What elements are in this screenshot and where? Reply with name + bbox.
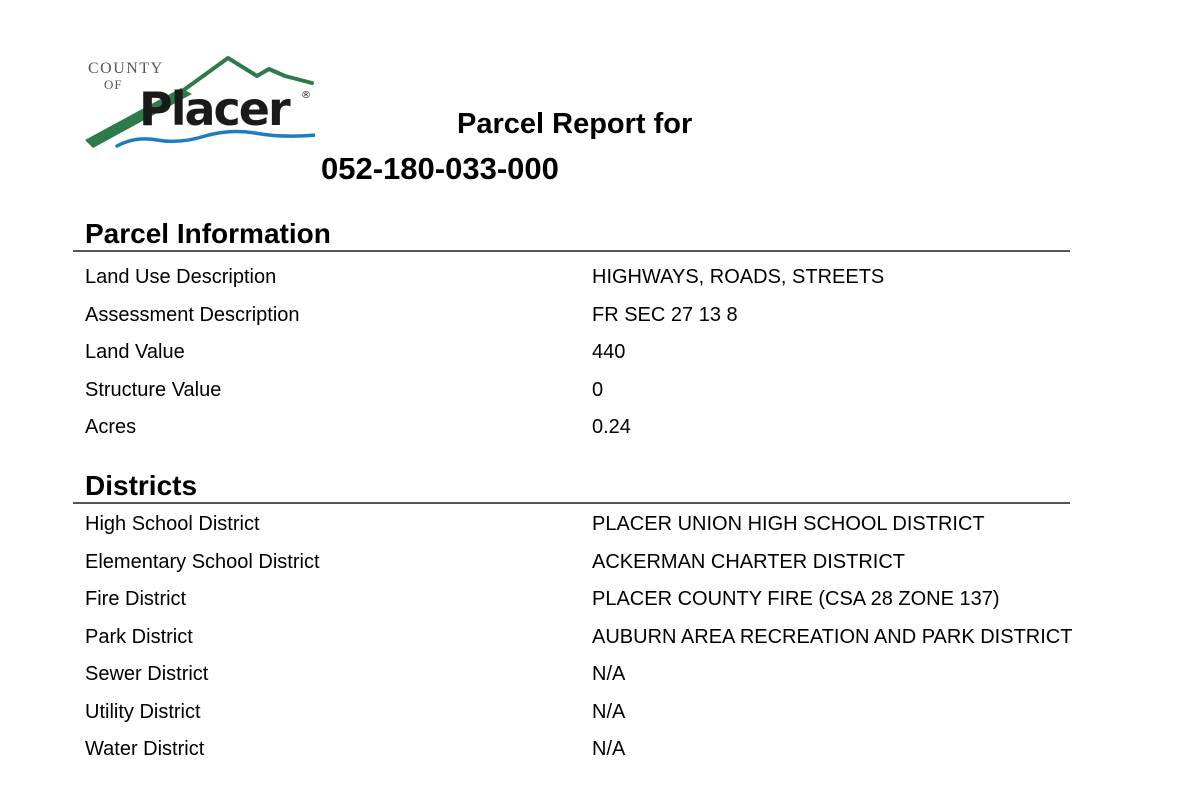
row-value: N/A — [592, 738, 626, 761]
table-row — [73, 731, 1070, 769]
table-row — [73, 372, 1070, 410]
row-value: N/A — [592, 700, 626, 723]
row-label: High School District — [85, 513, 260, 536]
row-label: Assessment Description — [85, 303, 300, 326]
row-label: Elementary School District — [85, 550, 320, 573]
logo-county-text: COUNTY — [88, 60, 164, 77]
row-label: Land Value — [85, 341, 185, 364]
report-section — [73, 470, 1073, 769]
row-value: FR SEC 27 13 8 — [592, 303, 738, 326]
row-value: N/A — [592, 663, 626, 686]
row-value: PLACER COUNTY FIRE (CSA 28 ZONE 137) — [592, 588, 1000, 611]
table-row — [73, 619, 1073, 657]
row-value: PLACER UNION HIGH SCHOOL DISTRICT — [592, 513, 985, 536]
section-rows — [73, 504, 1073, 769]
section-heading: Parcel Information — [85, 218, 331, 249]
row-value: ACKERMAN CHARTER DISTRICT — [592, 550, 905, 573]
row-value: 440 — [592, 341, 626, 364]
row-label: Structure Value — [85, 378, 222, 401]
table-row — [73, 259, 1070, 297]
table-row — [73, 506, 1070, 544]
report-section — [73, 218, 1070, 447]
section-rows — [73, 252, 1070, 447]
table-row — [73, 334, 1070, 372]
placer-county-logo-graphic — [85, 52, 315, 148]
parcel-number: 052-180-033-000 — [321, 151, 559, 186]
report-title: Parcel Report for — [457, 108, 693, 140]
row-label: Water District — [85, 738, 205, 761]
section-heading: Districts — [85, 470, 198, 501]
table-row — [73, 694, 1070, 732]
table-row — [73, 656, 1070, 694]
table-row — [73, 297, 1070, 335]
row-label: Fire District — [85, 588, 187, 611]
row-label: Park District — [85, 625, 193, 648]
registered-trademark-icon: ® — [301, 90, 311, 101]
table-row — [73, 544, 1070, 582]
row-label: Utility District — [85, 700, 201, 723]
row-value: HIGHWAYS, ROADS, STREETS — [592, 266, 885, 289]
logo-of-text: OF — [104, 77, 123, 92]
row-label: Acres — [85, 416, 137, 439]
table-row — [73, 409, 1070, 447]
row-value: 0 — [592, 378, 604, 401]
placer-county-logo — [85, 52, 315, 148]
table-row — [73, 581, 1070, 619]
row-label: Land Use Description — [85, 266, 277, 289]
row-value: AUBURN AREA RECREATION AND PARK DISTRICT — [592, 625, 1073, 648]
logo-placer-text: Placer — [139, 82, 289, 136]
row-value: 0.24 — [592, 416, 631, 439]
row-label: Sewer District — [85, 663, 209, 686]
